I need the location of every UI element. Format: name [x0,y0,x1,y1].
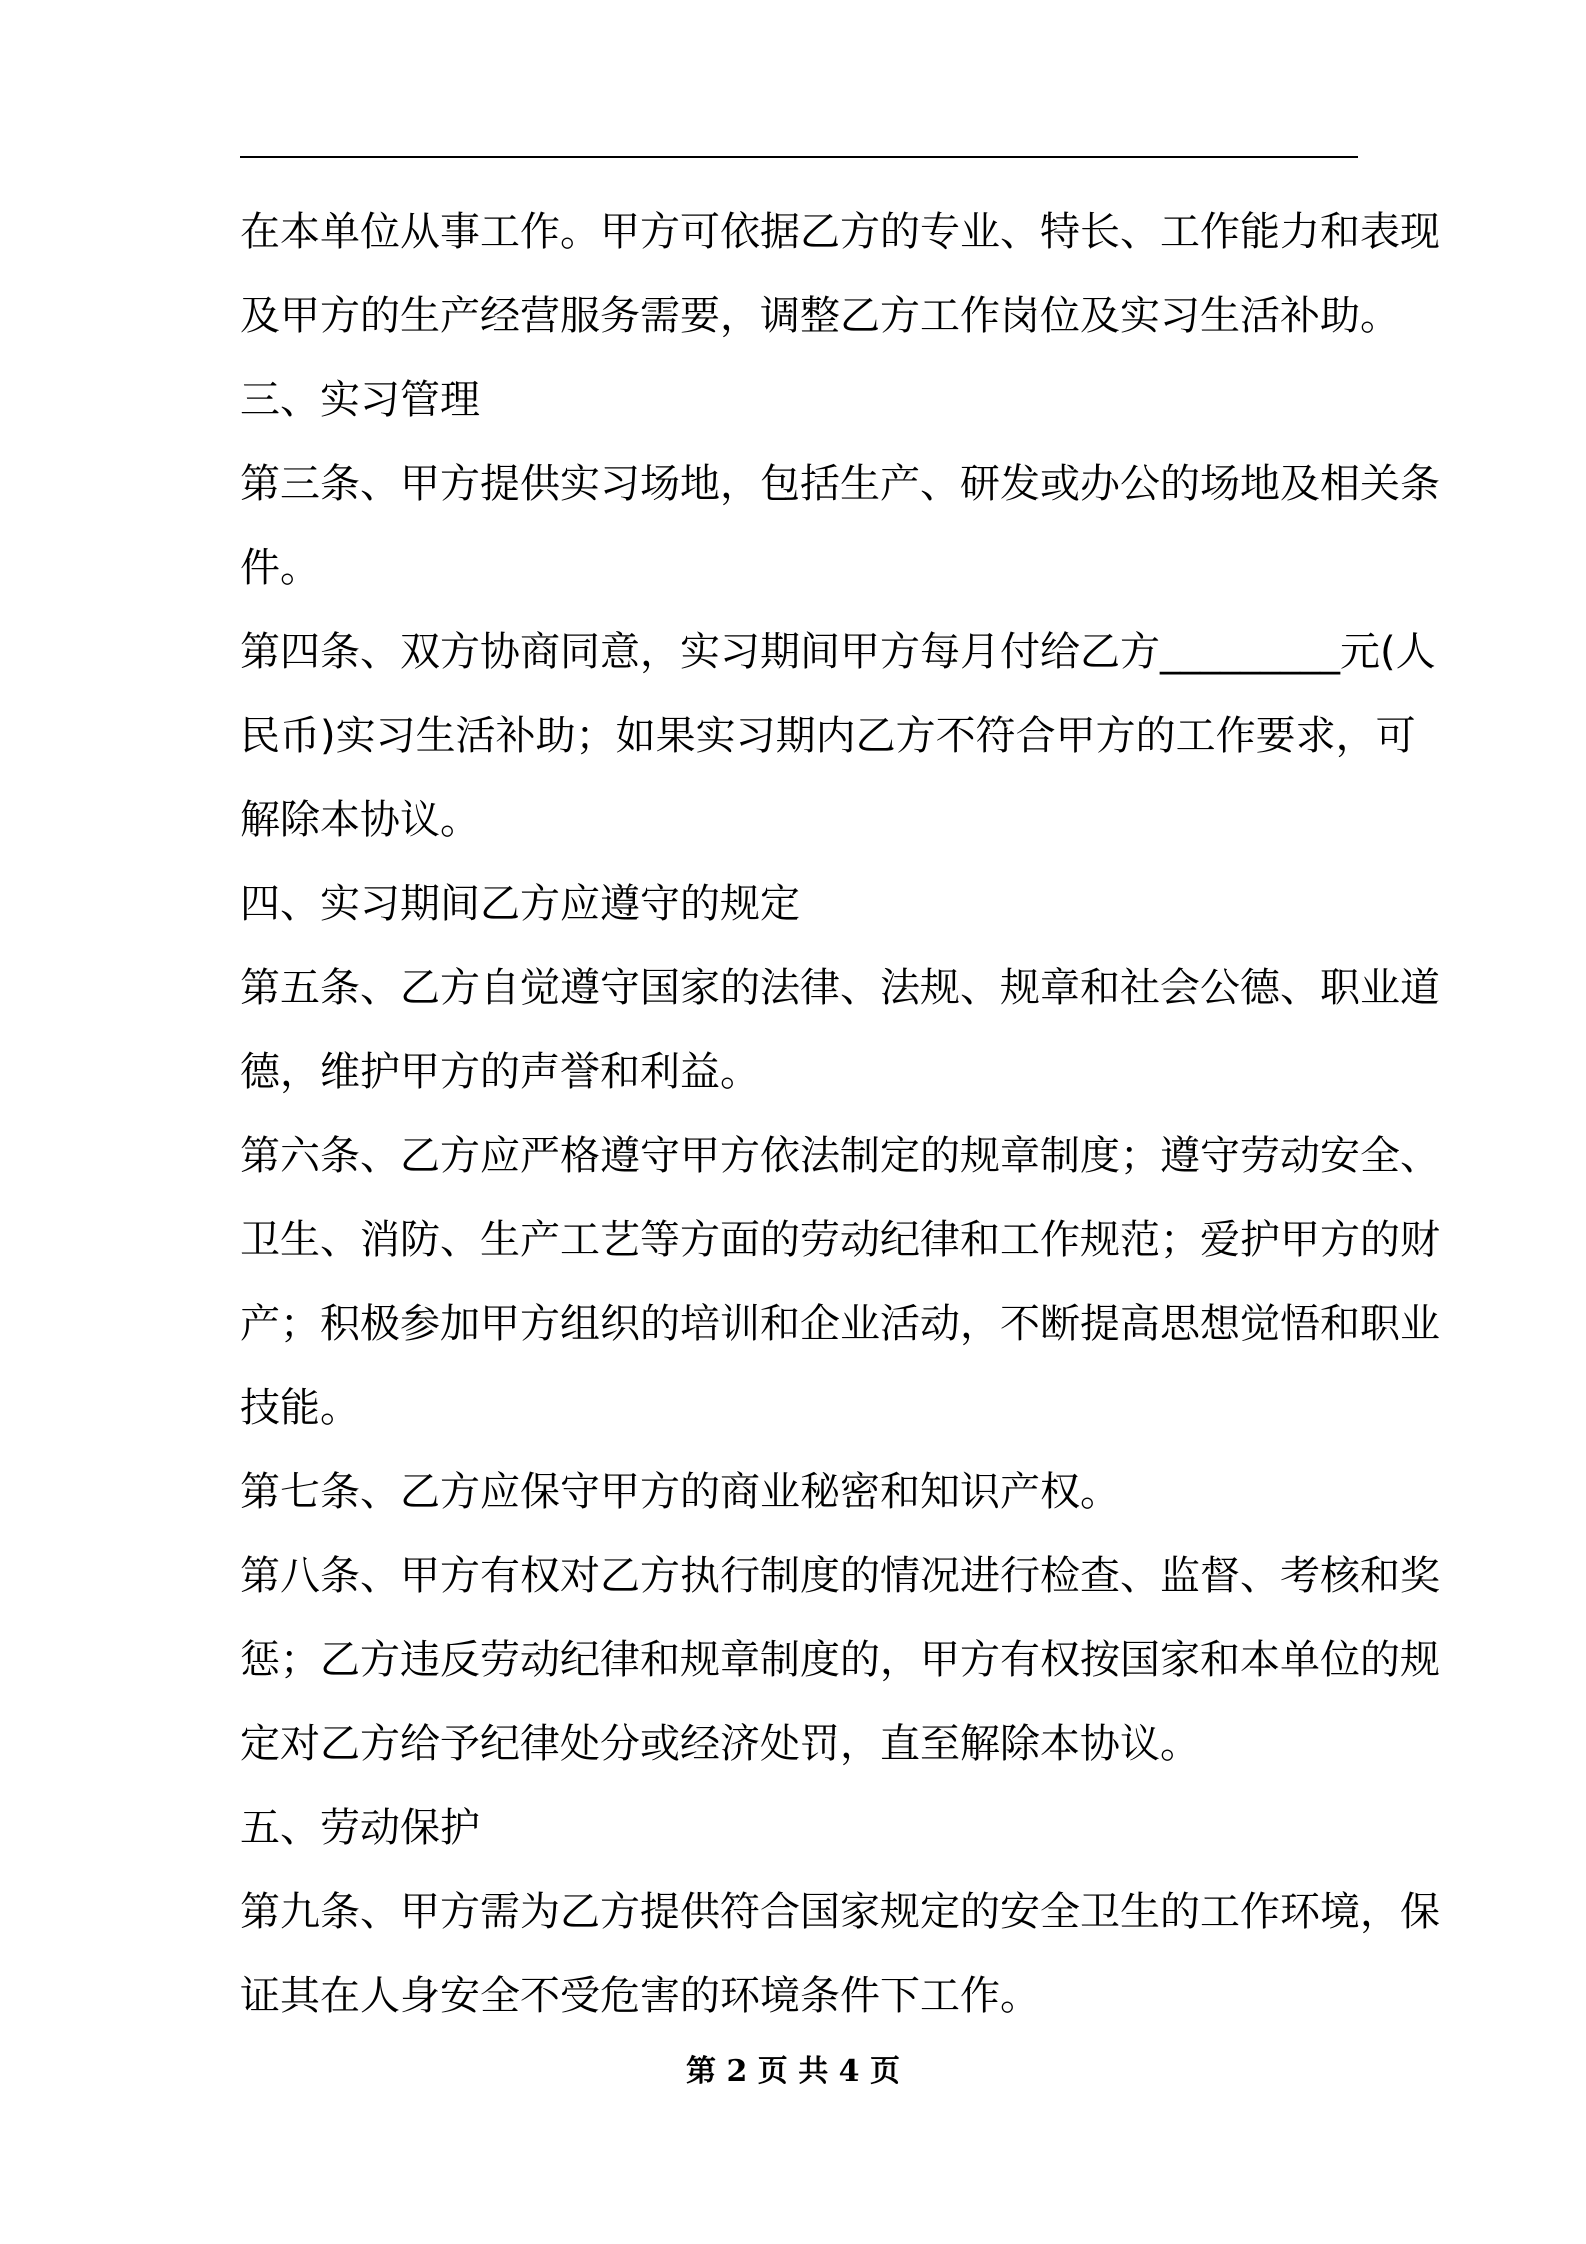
document-body [240,190,1440,2038]
text-line: 第七条、乙方应保守甲方的商业秘密和知识产权。 [240,1469,1120,1515]
text-line: 第五条、乙方自觉遵守国家的法律、法规、规章和社会公德、职业道 [240,965,1440,1011]
text-line: 德，维护甲方的声誉和利益。 [240,1049,760,1095]
text-line: 证其在人身安全不受危害的环境条件下工作。 [240,1973,1040,2019]
text-line: 件。 [240,545,320,591]
text-line: 卫生、消防、生产工艺等方面的劳动纪律和工作规范；爱护甲方的财 [240,1217,1440,1263]
text-line: 第三条、甲方提供实习场地，包括生产、研发或办公的场地及相关条 [240,461,1440,507]
text-line: 定对乙方给予纪律处分或经济处罚，直至解除本协议。 [240,1721,1200,1767]
text-line: 技能。 [240,1385,360,1431]
text-line: 产；积极参加甲方组织的培训和企业活动，不断提高思想觉悟和职业 [240,1301,1440,1347]
text-line: 民币)实习生活补助；如果实习期内乙方不符合甲方的工作要求，可 [240,713,1416,759]
text-line: 第六条、乙方应严格遵守甲方依法制定的规章制度；遵守劳动安全、 [240,1133,1440,1179]
text-line: 第八条、甲方有权对乙方执行制度的情况进行检查、监督、考核和奖 [240,1553,1440,1599]
text-line: 在本单位从事工作。甲方可依据乙方的专业、特长、工作能力和表现 [240,209,1440,255]
section-heading: 五、劳动保护 [240,1805,480,1851]
text-line: 第四条、双方协商同意，实习期间甲方每月付给乙方_________元(人 [240,629,1436,675]
text-line: 及甲方的生产经营服务需要，调整乙方工作岗位及实习生活补助。 [240,293,1400,339]
page-number-footer: 第 2 页 共 4 页 [686,2054,900,2089]
section-heading: 三、实习管理 [240,377,480,423]
section-heading: 四、实习期间乙方应遵守的规定 [240,881,800,927]
header-rule [240,156,1358,158]
text-line: 解除本协议。 [240,797,480,843]
text-line: 第九条、甲方需为乙方提供符合国家规定的安全卫生的工作环境，保 [240,1889,1440,1935]
text-line: 惩；乙方违反劳动纪律和规章制度的，甲方有权按国家和本单位的规 [240,1637,1440,1683]
